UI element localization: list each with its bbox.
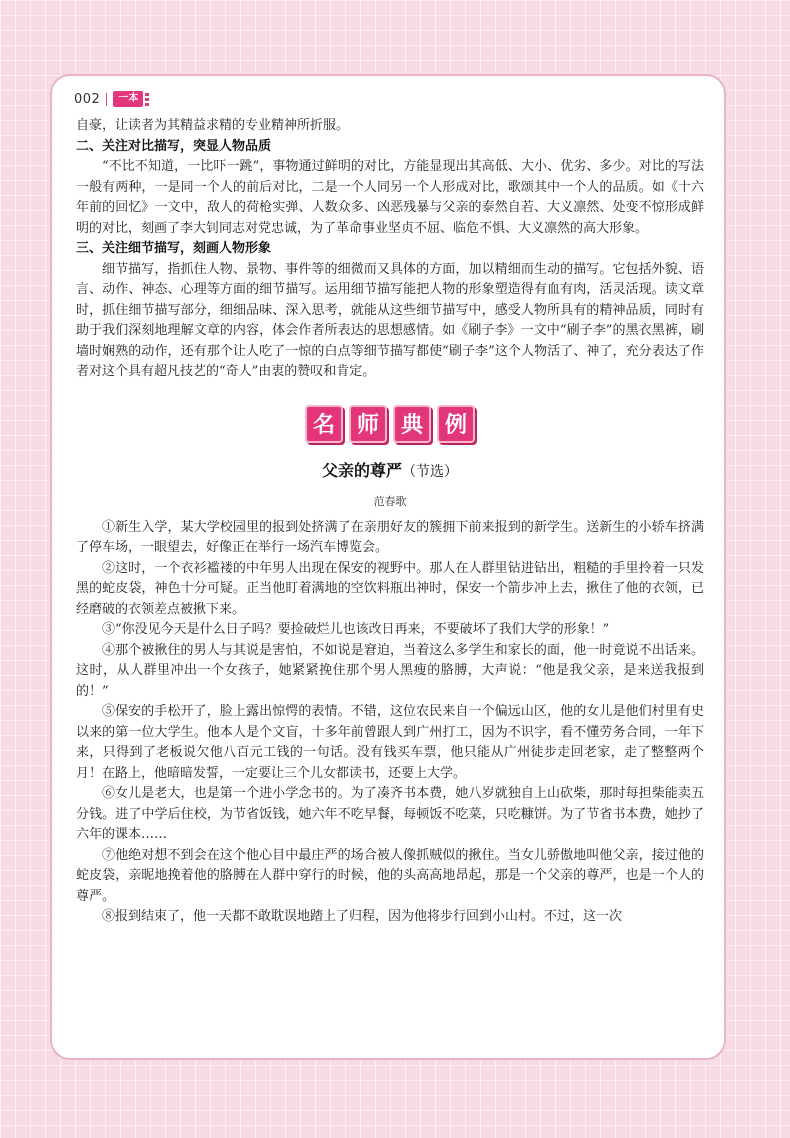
page-card <box>50 74 726 1060</box>
article-paragraph: ⑤保安的手松开了，脸上露出惊愕的表情。不错，这位农民来自一个偏远山区，他的女儿是他们村里有史以来的第一位大学生。他本人是个文盲，十多年前曾跟人到广州打工，因为不识字，看不懂劳务合同，一年下来，只得到了老板说欠他八百元工钱的一句话。没有钱买车票，他只能从广州徒步走回老家，走了整整两个月！在路上，他暗暗发誓，一定要让三个儿女都读书，还要上大学。 <box>76 704 704 781</box>
banner-char: 名 <box>305 405 343 443</box>
page-content <box>76 116 704 928</box>
page-header <box>74 88 149 110</box>
article-author: 范春歌 <box>373 494 407 508</box>
section-body-detail: 细节描写，指抓住人物、景物、事件等的细微而又具体的方面，加以精细而生动的描写。它包括外貌、语言、动作、神态、心理等方面的细节描写。运用细节描写能把人物的形象塑造得有血有肉，活灵活现。读文章时，抓住细节描写部分，细细品味、深入思考，就能从这些细节描写中，感受人物所具有的精神品质，同时有助于我们深刻地理解文章的内容，体会作者所表达的思想感情。如《刷子李》一文中“刷子李”的黑衣黑裤，刷墙时娴熟的动作，还有那个让人吃了一惊的白点等细节描写都使“刷子李”这个人物活了、神了，充分表达了作者对这个具有超凡技艺的“奇人”由衷的赞叹和肯定。 <box>76 261 704 379</box>
header-divider <box>106 93 107 106</box>
section-heading-contrast: 二、关注对比描写，突显人物品质 <box>76 138 272 154</box>
article-paragraph: ⑥女儿是老大，也是第一个进小学念书的。为了凑齐书本费，她八岁就独自上山砍柴，那时每担柴能卖五分钱。进了中学后住校，为节省饭钱，她六年不吃早餐，每顿饭不吃菜，只吃糠饼。为了节省书本费，她抄了六年的课本…… <box>76 786 704 842</box>
article-paragraph: ④那个被揪住的男人与其说是害怕，不如说是窘迫，当着这么多学生和家长的面，他一时竟说不出话来。这时，从人群里冲出一个女孩子，她紧紧挽住那个男人黑瘦的胳膊，大声说：“他是我父亲，是来送我报到的！” <box>76 642 704 699</box>
banner-char: 例 <box>437 405 475 443</box>
brand-logo: 一本 <box>113 91 143 107</box>
article-paragraph: ⑦他绝对想不到会在这个他心目中最庄严的场合被人像抓贼似的揪住。当女儿骄傲地叫他父亲，接过他的蛇皮袋，亲昵地挽着他的胳膊在人群中穿行的时候，他的头高高地昂起，那是一个父亲的尊严，也是一个人的尊严。 <box>76 847 704 904</box>
section-body-contrast: “不比不知道，一比吓一跳”，事物通过鲜明的对比，方能显现出其高低、大小、优劣、多少。对比的写法一般有两种，一是同一个人的前后对比，二是一个人同另一个人形成对比，歌颂其中一个人的品质。如《十六年前的回忆》一文中，敌人的荷枪实弹、人数众多、凶恶残暴与父亲的泰然自若、大义凛然、处变不惊形成鲜明的对比，刻画了李大钊同志对党忠诚，为了革命事业坚贞不屈、临危不惧、大义凛然的高大形象。 <box>76 159 704 236</box>
article-paragraph: ②这时，一个衣衫褴褛的中年男人出现在保安的视野中。那人在人群里钻进钻出，粗糙的手里拎着一只发黑的蛇皮袋，神色十分可疑。正当他盯着满地的空饮料瓶出神时，保安一个箭步冲上去，揪住了他的衣领，已经磨破的衣领差点被揪下来。 <box>76 560 704 617</box>
article-subtitle: （节选） <box>402 463 458 480</box>
example-banner <box>76 405 704 443</box>
intro-carryover: 自豪，让读者为其精益求精的专业精神所折服。 <box>76 118 350 133</box>
article-title-text: 父亲的尊严 <box>321 460 402 480</box>
page-number: 002 <box>74 91 101 107</box>
brand-mark-icon <box>145 93 149 106</box>
article-paragraph: ⑧报到结束了，他一天都不敢耽误地踏上了归程，因为他将步行回到小山村。不过，这一次 <box>102 909 623 924</box>
article-paragraph: ③“你没见今天是什么日子吗？要捡破烂儿也该改日再来，不要破坏了我们大学的形象！” <box>102 622 610 637</box>
section-heading-detail: 三、关注细节描写，刻画人物形象 <box>76 241 272 256</box>
banner-char: 师 <box>349 405 387 443</box>
banner-char: 典 <box>393 405 431 443</box>
article-title <box>76 459 704 484</box>
article-paragraph: ①新生入学，某大学校园里的报到处挤满了在亲朋好友的簇拥下前来报到的新学生。送新生的小轿车挤满了停车场，一眼望去，好像正在举行一场汽车博览会。 <box>76 519 704 555</box>
